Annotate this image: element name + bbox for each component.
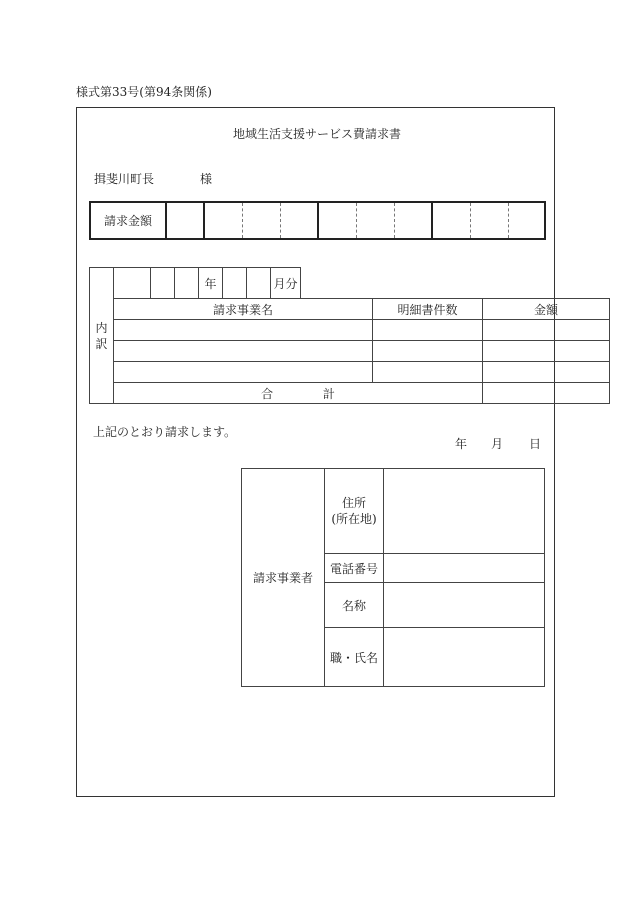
month-label: 月分 — [271, 268, 301, 299]
name-label: 名称 — [325, 583, 384, 628]
month-cell[interactable] — [247, 268, 271, 299]
year-cell[interactable] — [175, 268, 199, 299]
count-cell[interactable] — [373, 362, 483, 383]
position-value[interactable] — [384, 628, 545, 687]
total-label-1: 合 — [261, 386, 274, 401]
date-day: 日 — [529, 437, 542, 451]
date-year: 年 — [455, 437, 468, 451]
requester-label: 請求事業者 — [242, 469, 325, 687]
header-count: 明細書件数 — [373, 299, 483, 320]
amount-digit-cell[interactable] — [356, 202, 394, 239]
phone-label: 電話番号 — [325, 554, 384, 583]
phone-value[interactable] — [384, 554, 545, 583]
month-cell[interactable] — [223, 268, 247, 299]
amount-cell[interactable] — [483, 320, 610, 341]
year-cell[interactable] — [114, 268, 151, 299]
form-title: 地域生活支援サービス費請求書 — [233, 127, 402, 141]
amount-cell[interactable] — [483, 362, 610, 383]
total-label — [114, 383, 483, 404]
item-cell[interactable] — [114, 362, 373, 383]
count-cell[interactable] — [373, 341, 483, 362]
address-label-1: 住所 — [341, 496, 366, 510]
amount-digit-cell[interactable] — [204, 202, 242, 239]
address-value[interactable] — [384, 469, 545, 554]
position-label: 職・氏名 — [325, 628, 384, 687]
year-label: 年 — [199, 268, 223, 299]
item-cell[interactable] — [114, 320, 373, 341]
amount-table — [89, 201, 546, 240]
breakdown-table — [89, 267, 610, 404]
name-value[interactable] — [384, 583, 545, 628]
header-item: 請求事業名 — [114, 299, 373, 320]
amount-cell[interactable] — [483, 341, 610, 362]
blank-area — [301, 268, 610, 299]
requester-table — [241, 468, 545, 687]
amount-digit-cell[interactable] — [166, 202, 204, 239]
amount-digit-cell[interactable] — [508, 202, 545, 239]
count-cell[interactable] — [373, 320, 483, 341]
amount-digit-cell[interactable] — [432, 202, 470, 239]
statement-text: 上記のとおり請求します。 — [93, 425, 237, 439]
address-label-2: (所在地) — [331, 512, 377, 526]
total-label-2: 計 — [322, 386, 335, 401]
amount-digit-cell[interactable] — [242, 202, 280, 239]
amount-digit-cell[interactable] — [318, 202, 356, 239]
header-amount: 金額 — [483, 299, 610, 320]
amount-digit-cell[interactable] — [470, 202, 508, 239]
breakdown-side-label — [90, 268, 114, 404]
form-number: 様式第33号(第94条関係) — [76, 85, 212, 99]
addressee-name: 揖斐川町長 — [94, 172, 155, 186]
total-amount-cell[interactable] — [483, 383, 610, 404]
amount-label: 請求金額 — [90, 202, 166, 239]
amount-digit-cell[interactable] — [280, 202, 318, 239]
amount-digit-cell[interactable] — [394, 202, 432, 239]
addressee-honorific: 様 — [200, 172, 213, 186]
address-label — [325, 469, 384, 554]
item-cell[interactable] — [114, 341, 373, 362]
date-month: 月 — [491, 437, 504, 451]
breakdown-side-label-text: 内訳 — [95, 320, 108, 351]
year-cell[interactable] — [151, 268, 175, 299]
